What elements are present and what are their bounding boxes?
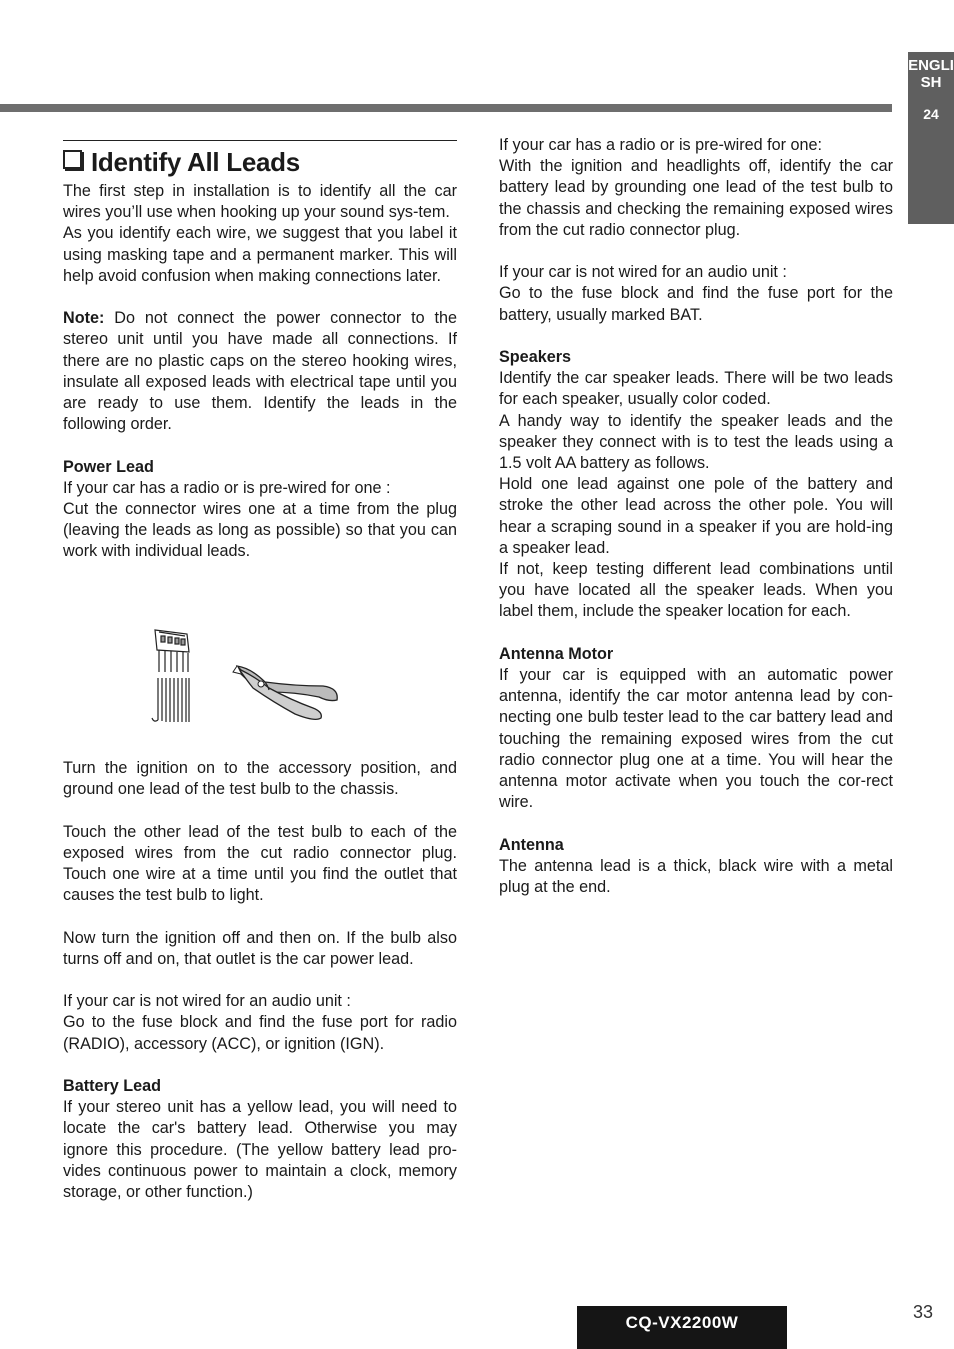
power-lead-step-3: Now turn the ignition off and then on. If the bulb also turns off and on, that outlet is the car power lead. (63, 928, 457, 968)
model-number-badge: CQ-VX2200W (577, 1306, 787, 1349)
speakers-heading: Speakers (499, 348, 571, 366)
battery-prewired-text: With the ignition and headlights off, identify the car battery lead by grounding one lead of the test bulb to the chassis and checking the remaining exposed wires from the cut radio connector plug. (499, 157, 893, 239)
battery-prewired-intro: If your car has a radio or is pre-wired for one: (499, 136, 822, 154)
note-label: Note: (63, 309, 105, 328)
checkbox-icon (63, 150, 82, 169)
page-number: 33 (913, 1302, 934, 1322)
connector-plug-icon (152, 630, 189, 722)
left-column-lower (63, 758, 457, 1203)
language-tab (908, 52, 954, 224)
note-paragraph (63, 308, 457, 435)
antenna-heading: Antenna (499, 835, 564, 854)
battery-not-wired-text: Go to the fuse block and find the fuse port for the battery, usually marked BAT. (499, 284, 893, 324)
power-lead-cut-instructions: Cut the connector wires one at a time from the plug (leaving the leads as long as possible) so that you can work with individual leads. (63, 500, 457, 561)
top-rule (0, 104, 892, 112)
power-lead-step-2: Touch the other lead of the test bulb to each of the exposed wires from the cut radio connector plug. Touch one wire at a time until you find the outlet that causes the test bulb to light. (63, 822, 457, 905)
wire-cutters-icon (233, 666, 337, 719)
power-lead-not-wired-text: Go to the fuse block and find the fuse port for radio (RADIO), accessory (ACC), or ignition (IGN). (63, 1013, 457, 1053)
power-lead-heading: Power Lead (63, 457, 154, 476)
battery-lead-text: If your stereo unit has a yellow lead, you will need to locate the car's battery lead. Otherwise you may ignore this procedure. (The yellow battery lead pro-vides continuous power to maintain a clock, memory storage, or other function.) (63, 1098, 457, 1201)
speakers-paragraph-2: A handy way to identify the speaker leads and the speaker they connect with is to test the leads using a 1.5 volt AA battery as follows. (499, 411, 893, 473)
speakers-paragraph-4: If not, keep testing different lead combinations until you have located all the speaker leads. When you label them, include the speaker location for each. (499, 560, 893, 621)
page-title (63, 147, 300, 178)
left-column-upper (63, 181, 457, 563)
antenna-text: The antenna lead is a thick, black wire with a metal plug at the end. (499, 856, 893, 897)
speakers-paragraph-1: Identify the car speaker leads. There will be two leads for each speaker, usually color coded. (499, 369, 893, 409)
power-lead-step-1: Turn the ignition on to the accessory position, and ground one lead of the test bulb to the chassis. (63, 759, 457, 799)
power-lead-intro: If your car has a radio or is pre-wired for one : (63, 478, 391, 497)
antenna-motor-heading: Antenna Motor (499, 644, 614, 663)
section-number: 24 (923, 106, 939, 122)
heading-rule (63, 140, 457, 141)
note-text: Do not connect the power connector to the stereo unit until you have made all connections. If there are no plastic caps on the stereo hooking wires, insulate all exposed leads with electrical tape until you are ready to use them. Identify the leads in the following order. (63, 309, 457, 434)
antenna-motor-text: If your car is equipped with an automatic power antenna, identify the car motor antenna lead by con-necting one bulb tester lead to the car battery lead and touching the remaining exposed wires from the cut radio connector plug one at a time. You will hear the antenna motor activate when you touch the cor-rect wire. (499, 666, 893, 812)
page-title-text: Identify All Leads (91, 147, 300, 177)
battery-lead-heading: Battery Lead (63, 1076, 162, 1095)
intro-paragraph-1: The first step in installation is to identify all the car wires you’ll use when hooking up your sound sys-tem. (63, 182, 457, 222)
right-column (499, 135, 893, 898)
intro-paragraph-2: As you identify each wire, we suggest that you label it using masking tape and a permanent marker. This will help avoid confusion when making connections later. (63, 224, 457, 285)
connector-and-cutters-illustration (145, 622, 355, 732)
speakers-paragraph-3: Hold one lead against one pole of the battery and stroke the other lead across the other pole. You will hear a scraping sound in a speaker if you are hold-ing a speaker lead. (499, 475, 893, 557)
power-lead-not-wired-intro: If your car is not wired for an audio unit : (63, 992, 351, 1011)
battery-not-wired-intro: If your car is not wired for an audio unit : (499, 263, 787, 282)
language-label: ENGLISH (908, 57, 954, 91)
